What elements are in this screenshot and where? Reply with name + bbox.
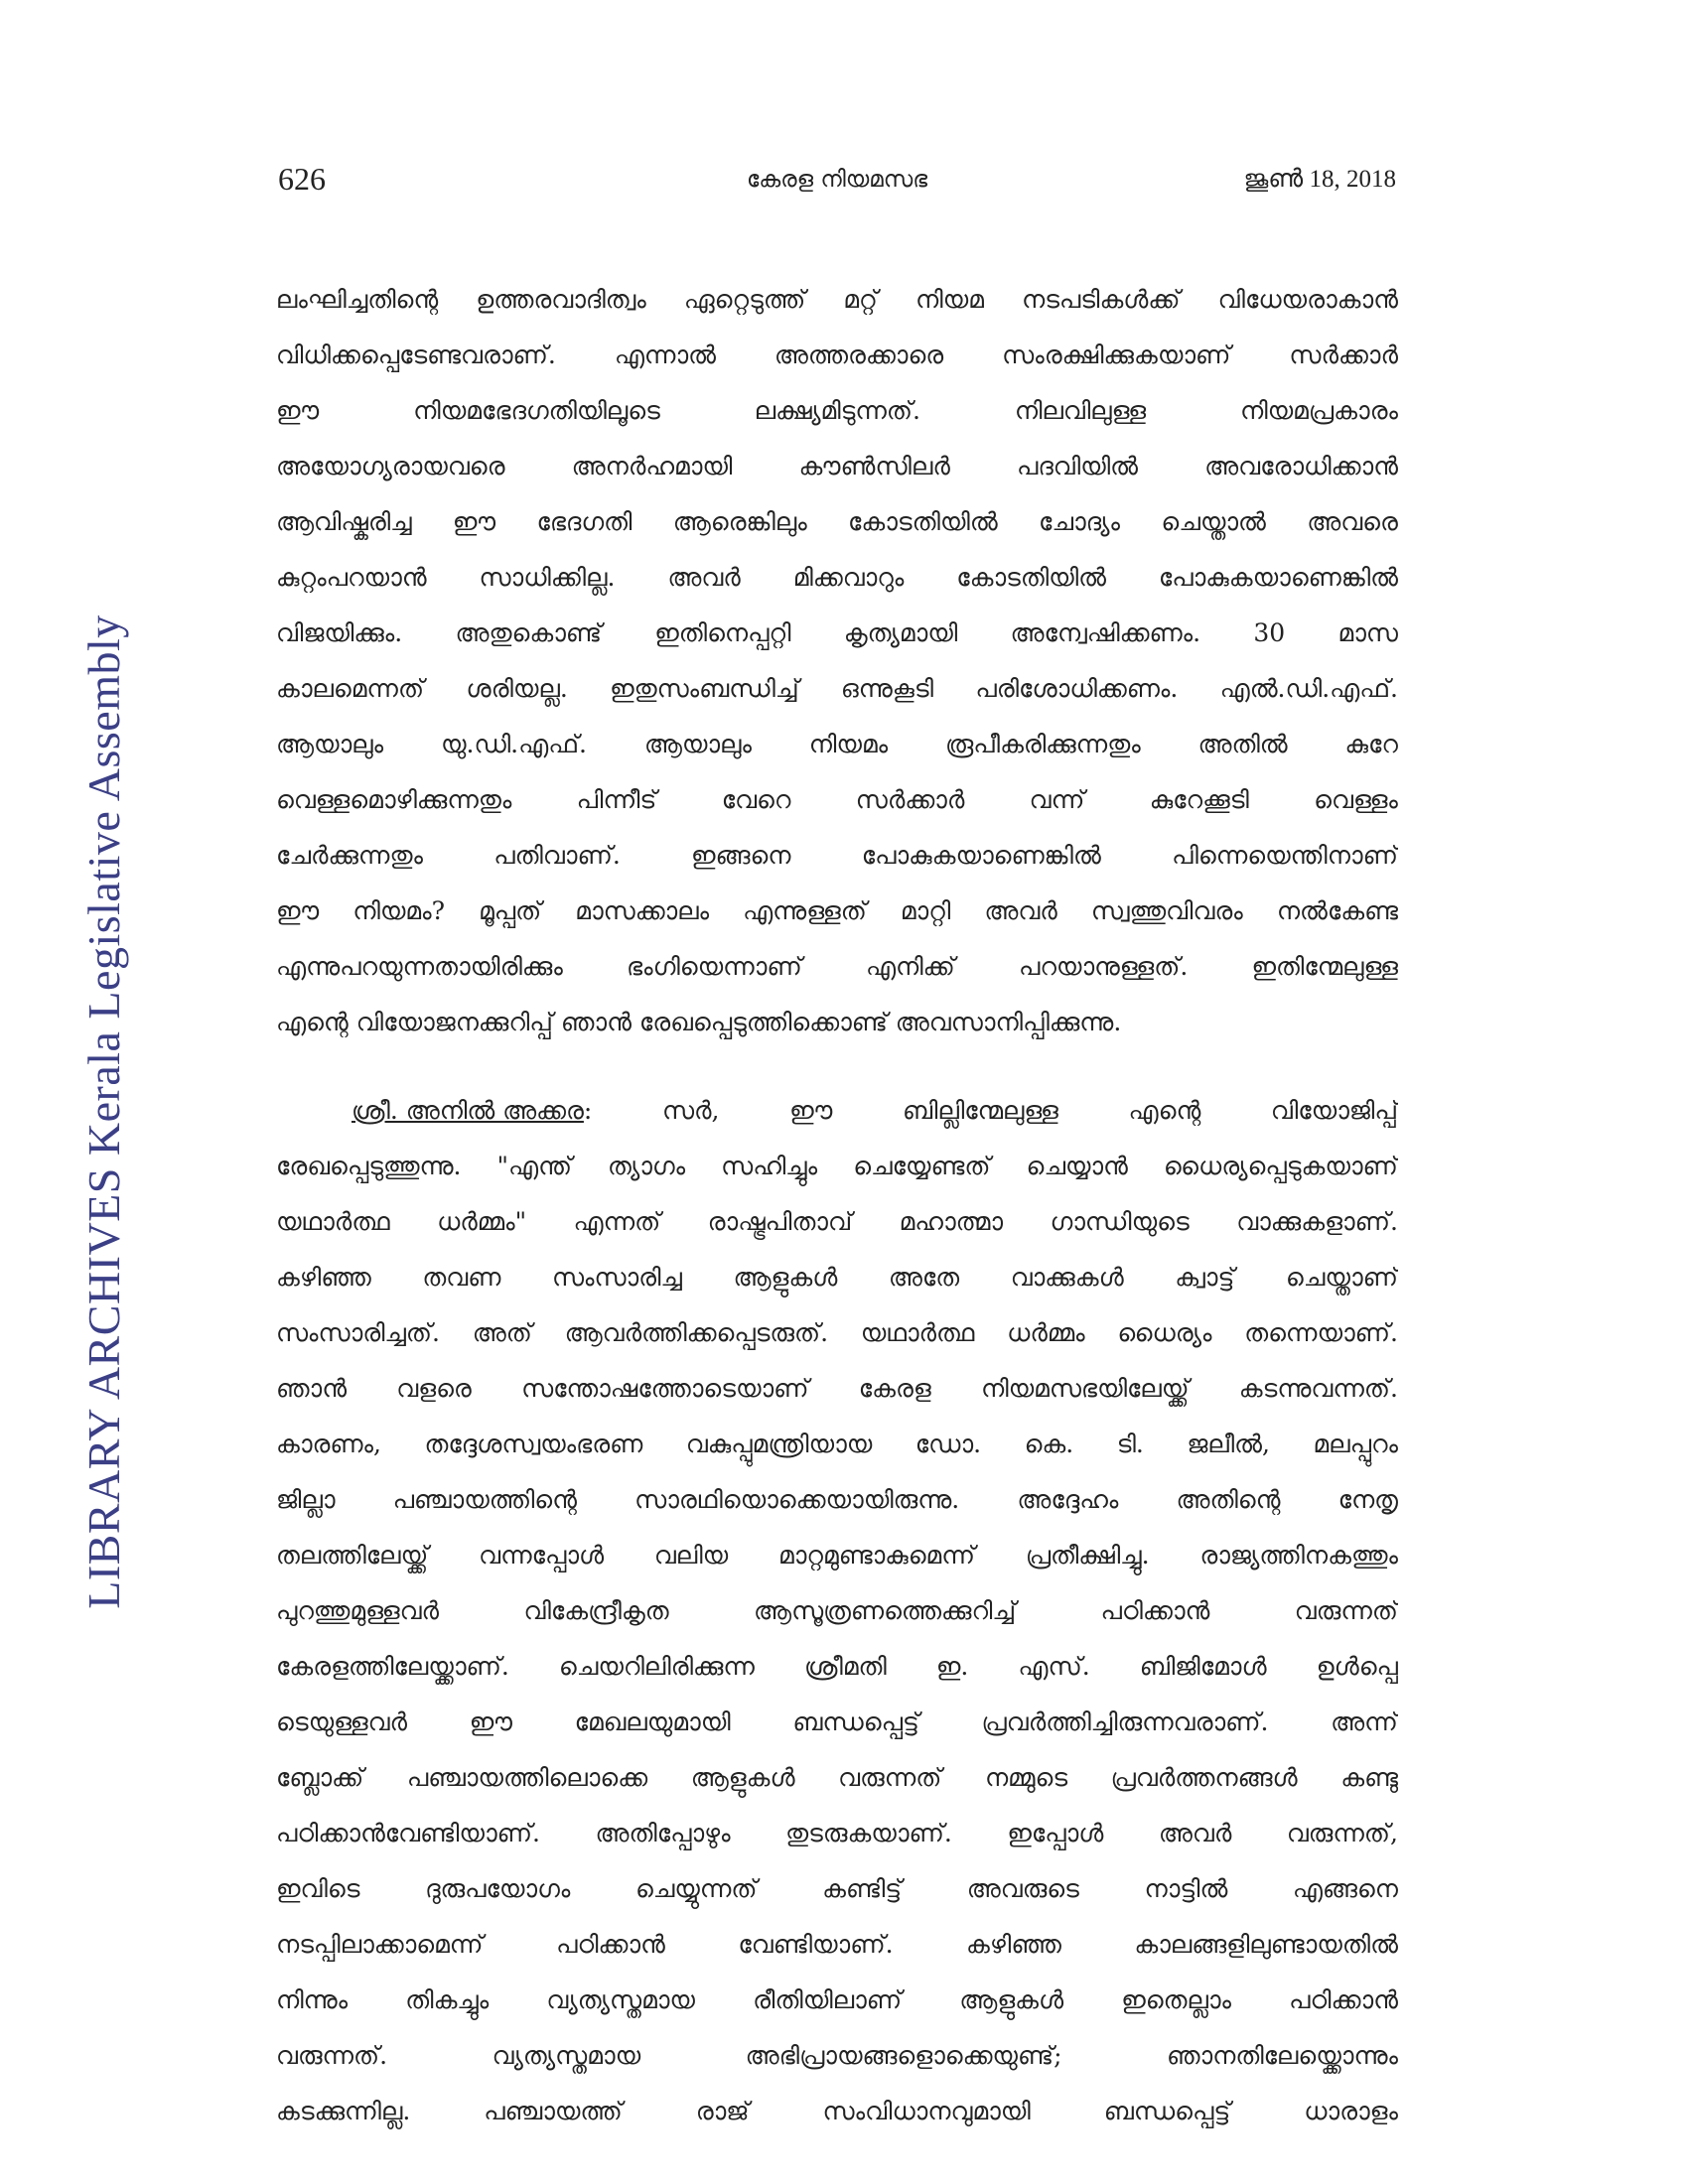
word: സർക്കാർ xyxy=(1289,341,1398,369)
word: വരുന്നത്, xyxy=(1286,1819,1398,1847)
word: വിയോജിപ്പ് xyxy=(1270,1096,1398,1125)
word: രാഷ്ട്രപിതാവ് xyxy=(707,1207,853,1236)
word: ചെയ്താൽ xyxy=(1161,507,1266,536)
word: എങ്ങനെ xyxy=(1292,1874,1398,1903)
word: "എന്ത് xyxy=(496,1152,572,1180)
word: സർ, xyxy=(661,1096,720,1125)
word: അത് xyxy=(472,1318,532,1347)
word: പ്രതീക്ഷിച്ചു. xyxy=(1025,1541,1150,1570)
text-line xyxy=(276,1973,1398,2028)
text-line xyxy=(276,1361,1398,1417)
text-line xyxy=(276,328,1398,383)
text-line xyxy=(276,1417,1398,1472)
page-number: 626 xyxy=(278,161,326,197)
text-line xyxy=(276,1528,1398,1583)
word: ധൈര്യം xyxy=(1117,1318,1212,1347)
paragraph-gap xyxy=(276,1050,1398,1083)
text-line xyxy=(276,884,1398,939)
word: കണ്ടിട്ട് xyxy=(822,1874,903,1903)
text-line xyxy=(276,494,1398,550)
word: നിയമം xyxy=(808,730,889,758)
word: വലിയ xyxy=(653,1541,729,1570)
word: നിയമസഭയിലേയ്ക്ക് xyxy=(981,1374,1190,1403)
session-date: ജൂൺ 18, 2018 xyxy=(1243,166,1396,193)
word: ആയാലും xyxy=(276,730,384,758)
text-line: എന്റെ വിയോജനക്കുറിപ്പ് ഞാൻ രേഖപ്പെടുത്തിക്കൊണ്ട് അവസാനിപ്പിക്കുന്നു. xyxy=(276,1008,1122,1036)
word: കേരളത്തിലേയ്ക്കാണ്. xyxy=(276,1652,509,1681)
word: ബ്ലോക്ക് xyxy=(276,1763,364,1792)
word: തദ്ദേശസ്വയംഭരണ xyxy=(424,1430,643,1458)
word: സാരഥിയൊക്കെയായിരുന്നു. xyxy=(634,1485,960,1514)
text-line xyxy=(276,717,1398,772)
word: കണ്ടു xyxy=(1340,1763,1398,1792)
word: എന്നത് xyxy=(573,1207,661,1236)
word: 30 xyxy=(1253,618,1286,647)
speaker-name: ശ്രീ. അനിൽ അക്കര xyxy=(352,1096,584,1125)
word: ശരിയല്ല. xyxy=(466,674,568,703)
word: മാസക്കാലം xyxy=(575,896,710,925)
word: ടെയുള്ളവർ xyxy=(276,1707,408,1736)
paragraph-2-first-line xyxy=(276,1083,1398,1139)
word: സഹിച്ചും xyxy=(721,1152,818,1180)
word: രേഖപ്പെടുത്തുന്നു. xyxy=(276,1152,462,1180)
word: വേറെ xyxy=(721,785,791,814)
word: സാധിക്കില്ല. xyxy=(479,563,616,592)
text-line xyxy=(276,1194,1398,1250)
word: ആവിഷ്കരിച്ച xyxy=(276,507,412,536)
paragraph-1-last-line xyxy=(276,995,1398,1050)
word: ചെയ്യുന്നത് xyxy=(634,1874,758,1903)
word: എൽ.ഡി.എഫ്. xyxy=(1219,674,1398,703)
word: ഈ xyxy=(276,896,320,925)
word: ധാരാളം xyxy=(1304,2097,1398,2125)
word: പഞ്ചായത്ത് xyxy=(484,2097,623,2125)
word: നാട്ടിൽ xyxy=(1144,1874,1228,1903)
text-line xyxy=(276,550,1398,606)
text-line xyxy=(276,1583,1398,1639)
text-line xyxy=(276,1472,1398,1528)
word: മൂപ്പത് xyxy=(479,896,542,925)
word: വന്നപ്പോൾ xyxy=(479,1541,605,1570)
word: അന്വേഷിക്കണം. xyxy=(1010,618,1201,647)
word: തലത്തിലേയ്ക്ക് xyxy=(276,1541,429,1570)
word: വരുന്നത് xyxy=(838,1763,942,1792)
word: വരുന്നത് xyxy=(1294,1596,1398,1625)
word: ബന്ധപ്പെട്ട് xyxy=(792,1707,919,1736)
word: നിലവിലുള്ള xyxy=(1014,396,1147,425)
word: ആസൂത്രണത്തെക്കുറിച്ച് xyxy=(754,1596,1017,1625)
word: നൽകേണ്ട xyxy=(1276,896,1398,925)
word: നിയമം? xyxy=(352,896,446,925)
word: അതിൽ xyxy=(1197,730,1288,758)
word: സ്വത്തുവിവരം xyxy=(1090,896,1243,925)
word: ഗാന്ധിയുടെ xyxy=(1050,1207,1190,1236)
word: സന്തോഷത്തോടെയാണ് xyxy=(521,1374,809,1403)
word: ഇതെല്ലാം xyxy=(1121,1985,1232,2014)
word: മിക്കവാറും xyxy=(792,563,905,592)
paragraph-1 xyxy=(276,272,1398,995)
word: യഥാർത്ഥ xyxy=(276,1207,390,1236)
word: വന്ന് xyxy=(1029,785,1085,814)
word: രാജ് xyxy=(695,2097,750,2125)
text-line xyxy=(276,1139,1398,1194)
text-line xyxy=(276,1806,1398,1861)
word: ചെയ്യാൻ xyxy=(1026,1152,1128,1180)
word: ഈ xyxy=(789,1096,833,1125)
word: ബന്ധപ്പെട്ട് xyxy=(1103,2097,1231,2125)
word: നടപ്പിലാക്കാമെന്ന് xyxy=(276,1930,484,1959)
word: : xyxy=(583,1096,593,1125)
word: അന്ന് xyxy=(1331,1707,1398,1736)
word: ഈ xyxy=(469,1707,512,1736)
word: ലംഘിച്ചതിന്റെ xyxy=(276,285,439,314)
word: വികേന്ദ്രീകൃത xyxy=(523,1596,669,1625)
word: അതേ xyxy=(888,1263,960,1292)
word: വകുപ്പുമന്ത്രിയായ xyxy=(685,1430,873,1458)
word: ചേർക്കുന്നതും xyxy=(276,841,423,870)
word: കൃത്യമായി xyxy=(843,618,958,647)
word: അവർ xyxy=(667,563,741,592)
word: വിധേയരാകാൻ xyxy=(1217,285,1398,314)
word: മാറ്റി xyxy=(900,896,951,925)
text-line xyxy=(276,1695,1398,1750)
word: വെള്ളം xyxy=(1314,785,1398,814)
word: അവർ xyxy=(1158,1819,1232,1847)
word: രാജ്യത്തിനകത്തും xyxy=(1199,1541,1398,1570)
word: സംവിധാനവുമായി xyxy=(822,2097,1031,2125)
word: ധർമ്മം" xyxy=(437,1207,527,1236)
word: വെള്ളമൊഴിക്കുന്നതും xyxy=(276,785,512,814)
word: അവർ xyxy=(984,896,1057,925)
word: ഉത്തരവാദിത്വം xyxy=(476,285,646,314)
word: പിന്നെയെന്തിനാണ് xyxy=(1172,841,1398,870)
text-line xyxy=(276,1917,1398,1973)
word: ആളുകൾ xyxy=(733,1263,838,1292)
word: ഒന്നുകൂടി xyxy=(840,674,934,703)
word: ബില്ലിന്മേലുള്ള xyxy=(902,1096,1058,1125)
word: അതിന്റെ xyxy=(1176,1485,1281,1514)
word: കടക്കുന്നില്ല. xyxy=(276,2097,411,2125)
word: എനിക്ക് xyxy=(865,952,955,981)
word: തികച്ചും xyxy=(405,1985,490,2014)
word: കഴിഞ്ഞ xyxy=(966,1930,1061,1959)
word: വിജയിക്കും. xyxy=(276,618,403,647)
word: പഠിക്കാൻ xyxy=(1100,1596,1210,1625)
word: ആയാലും xyxy=(643,730,752,758)
word: പരിശോധിക്കണം. xyxy=(975,674,1179,703)
word: നിയമഭേദഗതിയിലൂടെ xyxy=(413,396,660,425)
word: ദുരുപയോഗം xyxy=(425,1874,571,1903)
word: മലപ്പുറം xyxy=(1313,1430,1398,1458)
word: ഭേദഗതി xyxy=(536,507,633,536)
word: പഠിക്കാൻ xyxy=(556,1930,665,1959)
word: യു.ഡി.എഫ്. xyxy=(440,730,587,758)
word: അവരെ xyxy=(1307,507,1398,536)
word: പതിവാണ്. xyxy=(493,841,621,870)
word: ഈ xyxy=(452,507,496,536)
word: മറ്റ് xyxy=(843,285,878,314)
word: ഞാൻ xyxy=(276,1374,348,1403)
text-line xyxy=(276,1250,1398,1305)
word: എന്നുപറയുന്നതായിരിക്കും xyxy=(276,952,563,981)
text-line xyxy=(276,439,1398,494)
word: ഡോ. xyxy=(914,1430,982,1458)
word: ജില്ലാ xyxy=(276,1485,336,1514)
word: എന്നാൽ xyxy=(614,341,716,369)
word: സർക്കാർ xyxy=(855,785,965,814)
word: കുറ്റംപറയാൻ xyxy=(276,563,427,592)
word: നേതൃ xyxy=(1337,1485,1398,1514)
word: നിയമ xyxy=(915,285,984,314)
word: അഭിപ്രായങ്ങളൊക്കെയുണ്ട്; xyxy=(745,2041,1062,2070)
word: അത്തരക്കാരെ xyxy=(774,341,944,369)
word: വ്യത്യസ്തമായ xyxy=(546,1985,695,2014)
text-line xyxy=(276,1750,1398,1806)
word: ക്വാട്ട് xyxy=(1175,1263,1235,1292)
word: ഇതിന്മേലുള്ള xyxy=(1251,952,1398,981)
word: അവരുടെ xyxy=(966,1874,1079,1903)
word: ഭംഗിയെന്നാണ് xyxy=(627,952,802,981)
word: ത്യാഗം xyxy=(608,1152,686,1180)
word: പഠിക്കാൻ xyxy=(1289,1985,1398,2014)
word: സംസാരിച്ച xyxy=(551,1263,682,1292)
word: അവരോധിക്കാൻ xyxy=(1204,452,1398,480)
word: നടപടികൾക്ക് xyxy=(1022,285,1181,314)
word: നിയമപ്രകാരം xyxy=(1240,396,1398,425)
word: കുറേ xyxy=(1344,730,1398,758)
text-line xyxy=(276,606,1398,661)
text-line xyxy=(276,1639,1398,1695)
text-line xyxy=(276,2028,1398,2084)
word: വളരെ xyxy=(396,1374,472,1403)
word: രീതിയിലാണ് xyxy=(753,1985,903,2014)
word: ഇപ്പോൾ xyxy=(1007,1819,1104,1847)
word: ആളുകൾ xyxy=(690,1763,795,1792)
word: പദവിയിൽ xyxy=(1016,452,1138,480)
word: കോടതിയിൽ xyxy=(956,563,1106,592)
word: പറയാനുള്ളത്. xyxy=(1018,952,1189,981)
word: ഇ. xyxy=(935,1652,969,1681)
text-line xyxy=(276,383,1398,439)
word: വരുന്നത്. xyxy=(276,2041,388,2070)
word: തന്നെയാണ്. xyxy=(1244,1318,1398,1347)
word: കേരള xyxy=(858,1374,931,1403)
word: ബിജിമോൾ xyxy=(1139,1652,1267,1681)
text-line xyxy=(276,661,1398,717)
word: ആരെങ്കിലും xyxy=(672,507,807,536)
word: വേണ്ടിയാണ്. xyxy=(738,1930,894,1959)
speaker-label xyxy=(352,1083,592,1139)
word: നിന്നും xyxy=(276,1985,349,2014)
word: ഈ xyxy=(276,396,320,425)
word: കടന്നുവന്നത്. xyxy=(1238,1374,1398,1403)
word: രൂപീകരിക്കുന്നതും xyxy=(945,730,1141,758)
word: അനർഹമായി xyxy=(571,452,733,480)
word: എസ്. xyxy=(1018,1652,1090,1681)
word: കൗൺസിലർ xyxy=(798,452,950,480)
text-line xyxy=(276,272,1398,328)
word: ചോദ്യം xyxy=(1039,507,1121,536)
word: കാലമെന്നത് xyxy=(276,674,425,703)
word: വാക്കുകളാണ്. xyxy=(1236,1207,1398,1236)
word: പോകുകയാണെങ്കിൽ xyxy=(1158,563,1398,592)
word: പ്രവർത്തനങ്ങൾ xyxy=(1110,1763,1298,1792)
word: കെ. xyxy=(1024,1430,1074,1458)
word: ലക്ഷ്യമിടുന്നത്. xyxy=(754,396,920,425)
word: തവണ xyxy=(422,1263,501,1292)
word: തുടരുകയാണ്. xyxy=(785,1819,952,1847)
word: ഇതുസംബന്ധിച്ച് xyxy=(610,674,799,703)
word: പിന്നീട് xyxy=(576,785,657,814)
word: സംരക്ഷിക്കുകയാണ് xyxy=(1002,341,1231,369)
library-archives-watermark: LIBRARY ARCHIVES Kerala Legislative Assembly xyxy=(78,614,129,1609)
text-line xyxy=(276,1305,1398,1361)
word: സംസാരിച്ചത്. xyxy=(276,1318,440,1347)
word: കഴിഞ്ഞ xyxy=(276,1263,371,1292)
word: അതുകൊണ്ട് xyxy=(455,618,602,647)
word: അതിപ്പോഴും xyxy=(595,1819,731,1847)
word: ഇങ്ങനെ xyxy=(691,841,791,870)
word: ജലീൽ, xyxy=(1187,1430,1270,1458)
word: ശ്രീമതി xyxy=(804,1652,887,1681)
word: ആവർത്തിക്കപ്പെടരുത്. xyxy=(564,1318,829,1347)
word: എന്നുള്ളത് xyxy=(743,896,867,925)
text-line xyxy=(276,939,1398,995)
word: അദ്ദേഹം xyxy=(1017,1485,1119,1514)
word: ഉൾപ്പെ xyxy=(1316,1652,1398,1681)
word: ഞാനതിലേയ്ക്കൊന്നും xyxy=(1166,2041,1398,2070)
word: പഠിക്കാൻവേണ്ടിയാണ്. xyxy=(276,1819,540,1847)
word: മഹാത്മാ xyxy=(899,1207,1004,1236)
word: ഇവിടെ xyxy=(276,1874,360,1903)
word: ഏറ്റെടുത്ത് xyxy=(683,285,806,314)
paragraph-2 xyxy=(276,1139,1398,2139)
word: മാറ്റമുണ്ടാകുമെന്ന് xyxy=(778,1541,976,1570)
word: ചെയ്താണ് xyxy=(1285,1263,1398,1292)
running-title: കേരള നിയമസഭ xyxy=(746,167,928,193)
body-text xyxy=(276,272,1398,2139)
word: കുറേക്കൂടി xyxy=(1149,785,1249,814)
word: പോകുകയാണെങ്കിൽ xyxy=(861,841,1101,870)
word: പ്രവർത്തിച്ചിരുന്നവരാണ്. xyxy=(981,1707,1269,1736)
text-line xyxy=(276,772,1398,828)
text-line xyxy=(276,2084,1398,2139)
page-header xyxy=(276,159,1398,199)
word: അയോഗ്യരായവരെ xyxy=(276,452,505,480)
word: പഞ്ചായത്തിന്റെ xyxy=(392,1485,578,1514)
word: ധർമ്മം xyxy=(1007,1318,1085,1347)
word: കാലങ്ങളിലുണ്ടായതിൽ xyxy=(1134,1930,1398,1959)
word: ആളുകൾ xyxy=(959,1985,1064,2014)
word: ധൈര്യപ്പെടുകയാണ് xyxy=(1163,1152,1398,1180)
word: ചെയറിലിരിക്കുന്ന xyxy=(558,1652,755,1681)
word: മേഖലയുമായി xyxy=(574,1707,731,1736)
word: മാസ xyxy=(1337,618,1398,647)
word: വാക്കുകൾ xyxy=(1010,1263,1124,1292)
text-line xyxy=(276,828,1398,884)
word: ചെയ്യേണ്ടത് xyxy=(853,1152,991,1180)
word: കാരണം, xyxy=(276,1430,381,1458)
word: നമ്മുടെ xyxy=(984,1763,1068,1792)
word: യഥാർത്ഥ xyxy=(860,1318,975,1347)
word: എന്റെ xyxy=(1128,1096,1201,1125)
word: പഞ്ചായത്തിലൊക്കെ xyxy=(406,1763,648,1792)
word: ടി. xyxy=(1116,1430,1144,1458)
word: ഇതിനെപ്പറ്റി xyxy=(654,618,791,647)
word: കോടതിയിൽ xyxy=(848,507,998,536)
word: വ്യത്യസ്തമായ xyxy=(492,2041,641,2070)
text-line xyxy=(276,1861,1398,1917)
word: പുറത്തുമുള്ളവർ xyxy=(276,1596,440,1625)
word: വിധിക്കപ്പെടേണ്ടവരാണ്. xyxy=(276,341,556,369)
